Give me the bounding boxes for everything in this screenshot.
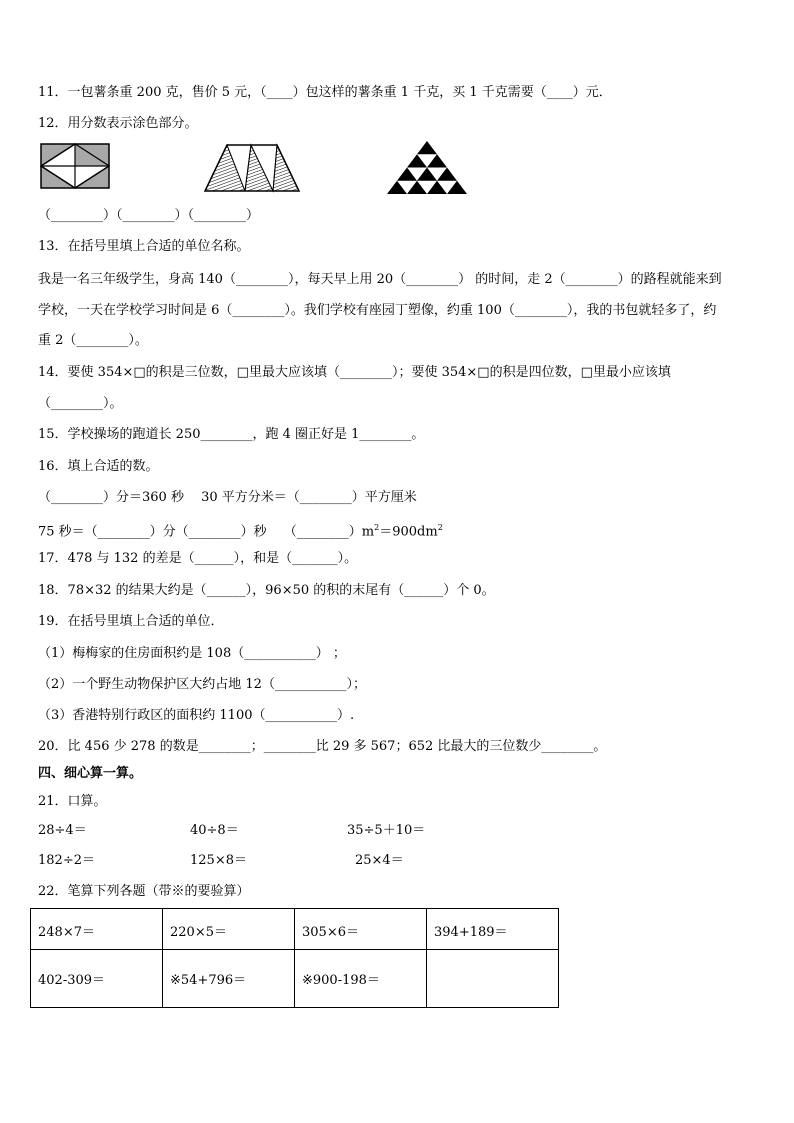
oral-calc-1-3: 35÷5＋10＝: [347, 823, 426, 838]
oral-calc-2-1: 182÷2＝: [38, 853, 95, 868]
table-cell: [427, 950, 559, 1008]
question-13-title: 13．在括号里填上合适的单位名称。: [38, 239, 250, 254]
written-calc-table: [30, 908, 559, 1008]
question-19-title: 19．在括号里填上合适的单位．: [38, 614, 224, 629]
question-13-line-2: 学校，一天在学校学习时间是 6（________）。我们学校有座园丁塑像，约重 100（________），我的书包就轻多了，约: [38, 303, 717, 318]
oral-calc-2-3: 25×4＝: [355, 853, 404, 868]
question-16-line-1: （________）分＝360 秒 30 平方分米＝（________）平方厘米: [38, 490, 417, 505]
question-12-answers: （________）（________）（________）: [38, 208, 260, 223]
question-20: 20．比 456 少 278 的数是________；________比 29 多 567；652 比最大的三位数少________。: [38, 739, 607, 754]
question-16-line-2c: ＝900dm: [379, 524, 438, 540]
superscript-2: 2: [374, 523, 380, 532]
table-row: [31, 950, 559, 1008]
oral-calc-1-1: 28÷4＝: [38, 823, 87, 838]
table-cell: 394+189＝: [427, 909, 559, 950]
table-cell: ※54+796＝: [163, 950, 295, 1008]
question-14-line-2: （________）。: [38, 396, 123, 411]
question-21-title: 21．口算。: [38, 794, 107, 809]
triangle-grid-figure: [386, 140, 468, 195]
question-19-item-2: （2）一个野生动物保护区大约占地 12（___________）；: [38, 677, 366, 692]
question-18: 18．78×32 的结果大约是（______），96×50 的积的末尾有（______）个 0。: [38, 583, 495, 598]
question-13-line-1: 我是一名三年级学生，身高 140（________），每天早上用 20（________） 的时间，走 2（________）的路程就能来到: [38, 272, 722, 287]
question-17: 17．478 与 132 的差是（______），和是（_______）。: [38, 551, 358, 566]
table-row: [31, 909, 559, 950]
trapezoid-figure: [203, 143, 301, 193]
oral-calc-2-2: 125×8＝: [190, 853, 247, 868]
question-22-title: 22．笔算下列各题（带※的要验算）: [38, 884, 250, 899]
question-19-item-1: （1）梅梅家的住房面积约是 108（___________） ；: [38, 646, 346, 661]
table-cell: 305×6＝: [295, 909, 427, 950]
question-12-text: 12．用分数表示涂色部分。: [38, 116, 198, 131]
question-16-line-2: [38, 520, 443, 540]
question-16-line-2a: 75 秒＝（________）分（________）秒 （________）m: [38, 524, 375, 540]
question-15: 15．学校操场的跑道长 250________，跑 4 圈正好是 1________。: [38, 427, 425, 442]
table-cell: 220×5＝: [163, 909, 295, 950]
oral-calc-1-2: 40÷8＝: [190, 823, 239, 838]
rectangle-rhombus-figure: [40, 143, 110, 189]
question-19-item-3: （3）香港特别行政区的面积约 1100（___________）.: [38, 708, 355, 723]
table-cell: ※900-198＝: [295, 950, 427, 1008]
question-11: 11．一包薯条重 200 克，售价 5 元，（____）包这样的薯条重 1 千克，买 1 千克需要（____）元．: [38, 85, 612, 100]
table-cell: 248×7＝: [31, 909, 163, 950]
section-4-heading: 四、细心算一算。: [38, 766, 143, 781]
question-13-line-3: 重 2（________）。: [38, 333, 148, 348]
question-14-line-1: 14．要使 354×□的积是三位数，□里最大应该填（________）；要使 354×□的积是四位数，□里最小应该填: [38, 365, 671, 380]
table-cell: 402-309＝: [31, 950, 163, 1008]
superscript-2b: 2: [437, 523, 443, 532]
question-16-title: 16．填上合适的数。: [38, 459, 159, 474]
